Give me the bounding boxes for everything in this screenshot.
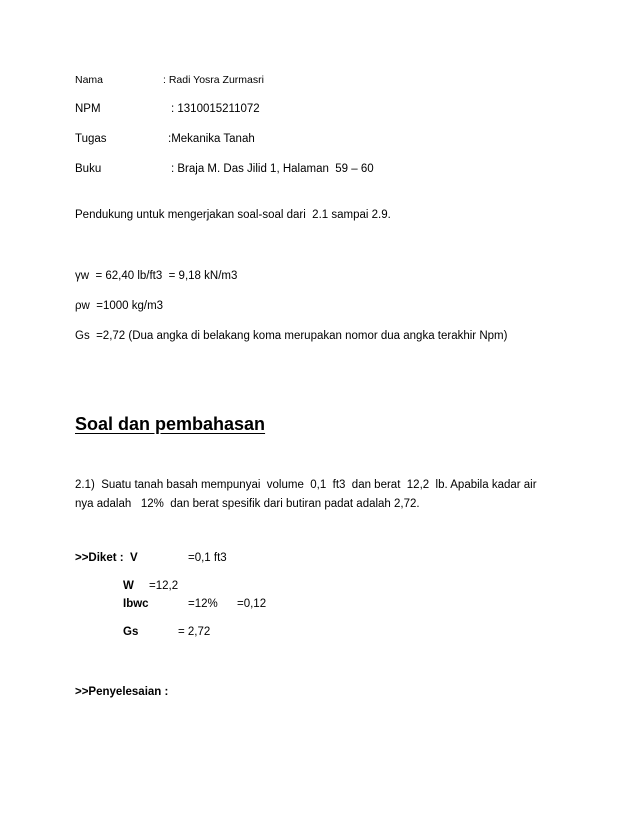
diket-gs-name: Gs: [123, 626, 139, 638]
npm-value: : 1310015211072: [171, 103, 260, 115]
penyelesaian-label: >>Penyelesaian :: [75, 686, 169, 698]
problem-line-2: nya adalah 12% dan berat spesifik dari butiran padat adalah 2,72.: [75, 498, 420, 510]
buku-value: : Braja M. Das Jilid 1, Halaman 59 – 60: [171, 163, 374, 175]
gamma-w-line: γw = 62,40 lb/ft3 = 9,18 kN/m3: [75, 270, 238, 282]
nama-value: : Radi Yosra Zurmasri: [163, 74, 264, 86]
gs-line: Gs =2,72 (Dua angka di belakang koma merupakan nomor dua angka terakhir Npm): [75, 330, 508, 342]
diket-v-value: =0,1 ft3: [188, 552, 227, 564]
diket-label: >>Diket :: [75, 552, 124, 564]
intro-text: Pendukung untuk mengerjakan soal-soal dari 2.1 sampai 2.9.: [75, 209, 391, 221]
diket-ibwc-name: Ibwc: [123, 598, 149, 610]
diket-w-value: =12,2: [149, 580, 179, 592]
tugas-value: :Mekanika Tanah: [168, 133, 255, 145]
buku-label: Buku: [75, 163, 102, 175]
nama-label: Nama: [75, 74, 104, 86]
diket-gs-value: = 2,72: [178, 626, 211, 638]
tugas-label: Tugas: [75, 133, 107, 145]
npm-label: NPM: [75, 103, 101, 115]
diket-v-name: V: [130, 552, 138, 564]
rho-w-line: ρw =1000 kg/m3: [75, 300, 164, 312]
problem-line-1: 2.1) Suatu tanah basah mempunyai volume 0,1 ft3 dan berat 12,2 lb. Apabila kadar air: [75, 479, 537, 491]
diket-ibwc-value-decimal: =0,12: [237, 598, 267, 610]
diket-w-name: W: [123, 580, 134, 592]
diket-ibwc-value: =12%: [188, 598, 218, 610]
section-heading: Soal dan pembahasan: [75, 414, 266, 434]
